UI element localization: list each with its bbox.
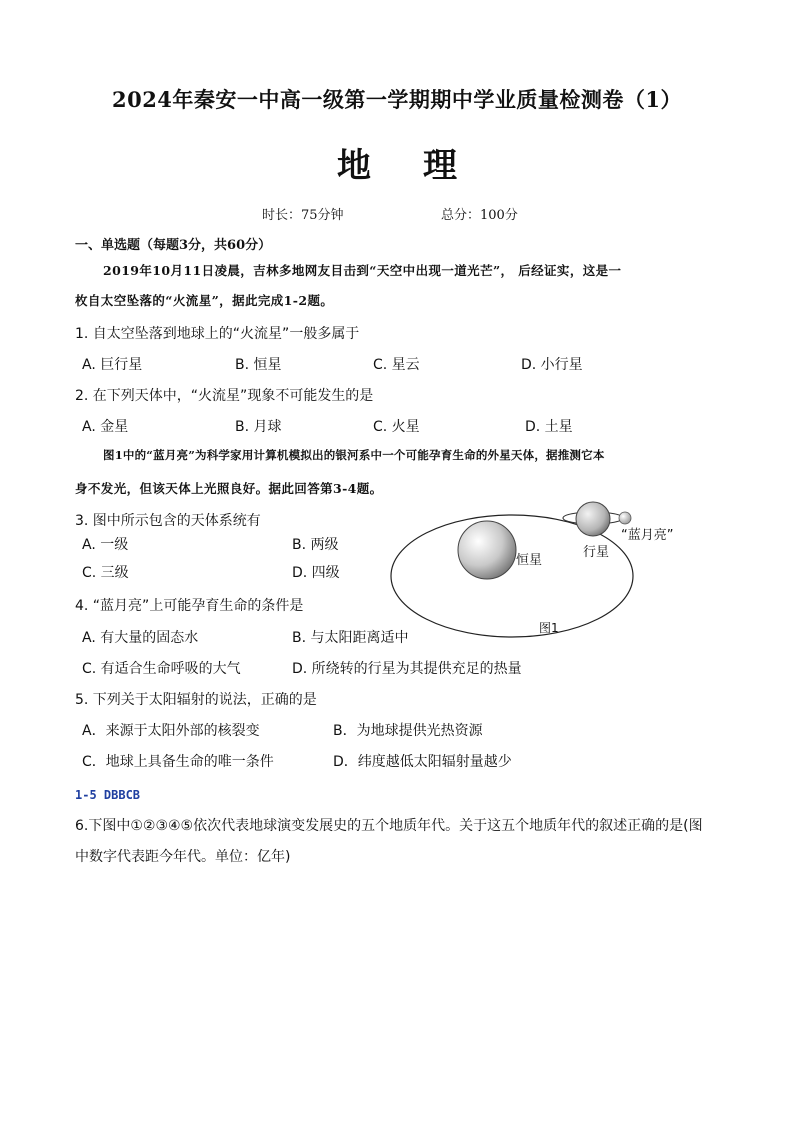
answer-key: 1-5 DBBCB bbox=[75, 788, 141, 802]
question-4-option-b[interactable]: B. 与太阳距离适中 bbox=[292, 630, 409, 646]
question-2-option-c[interactable]: C. 火星 bbox=[373, 419, 420, 435]
question-4-option-d[interactable]: D. 所绕转的行星为其提供充足的热量 bbox=[292, 661, 522, 677]
question-5-option-d[interactable]: D．纬度越低太阳辐射量越少 bbox=[333, 754, 512, 770]
question-1-option-d[interactable]: D. 小行星 bbox=[521, 357, 583, 373]
question-1-option-b[interactable]: B. 恒星 bbox=[235, 357, 282, 373]
star-label: 恒星 bbox=[516, 553, 543, 568]
question-2-option-a[interactable]: A. 金星 bbox=[82, 419, 129, 435]
passage2-line2: 身不发光，但该天体上光照良好。据此回答第3-4题。 bbox=[75, 481, 383, 496]
question-6-line1: 6.下图中①②③④⑤依次代表地球演变发展史的五个地质年代。关于这五个地质年代的叙述正确的是(图 bbox=[75, 818, 703, 834]
question-5-option-a[interactable]: A．来源于太阳外部的核裂变 bbox=[82, 723, 260, 739]
question-3-option-c[interactable]: C. 三级 bbox=[82, 565, 129, 581]
exam-title: 2024年秦安一中高一级第一学期期中学业质量检测卷（1） bbox=[111, 87, 683, 112]
question-4-option-a[interactable]: A. 有大量的固态水 bbox=[82, 630, 199, 646]
planet-label: 行星 bbox=[583, 545, 610, 560]
question-2-option-d[interactable]: D. 土星 bbox=[525, 419, 573, 435]
question-6-line2: 中数字代表距今年代。单位：亿年) bbox=[75, 849, 291, 865]
question-5-option-c[interactable]: C．地球上具备生命的唯一条件 bbox=[82, 754, 274, 770]
blue-moon-icon bbox=[619, 512, 631, 524]
total-score: 总分：100分 bbox=[441, 208, 518, 223]
question-3-option-a[interactable]: A. 一级 bbox=[82, 537, 129, 553]
question-3-option-b[interactable]: B. 两级 bbox=[292, 537, 339, 553]
blue-moon-label: “蓝月亮” bbox=[621, 528, 674, 543]
question-5-option-b[interactable]: B．为地球提供光热资源 bbox=[333, 723, 483, 739]
question-5-stem: 5. 下列关于太阳辐射的说法，正确的是 bbox=[75, 692, 317, 708]
passage2-line1: 图1中的“蓝月亮”为科学家用计算机模拟出的银河系中一个可能孕育生命的外星天体，据推测它本 bbox=[103, 448, 605, 462]
passage1-line2: 枚自太空坠落的“火流星”，据此完成1-2题。 bbox=[75, 293, 334, 308]
question-2-stem: 2. 在下列天体中，“火流星”现象不可能发生的是 bbox=[75, 388, 374, 404]
figure-1-caption: 图1 bbox=[539, 621, 559, 635]
subject-title: 地理 bbox=[337, 146, 509, 186]
figure-1-diagram bbox=[385, 498, 674, 643]
question-4-option-c[interactable]: C. 有适合生命呼吸的大气 bbox=[82, 661, 241, 677]
question-3-option-d[interactable]: D. 四级 bbox=[292, 565, 340, 581]
question-1-stem: 1. 自太空坠落到地球上的“火流星”一般多属于 bbox=[75, 326, 360, 342]
section-heading: 一、单选题（每题3分，共60分） bbox=[75, 238, 272, 253]
question-3-stem: 3. 图中所示包含的天体系统有 bbox=[75, 513, 261, 529]
question-4-stem: 4. “蓝月亮”上可能孕育生命的条件是 bbox=[75, 598, 304, 614]
question-2-option-b[interactable]: B. 月球 bbox=[235, 419, 282, 435]
passage1-line1: 2019年10月11日凌晨，吉林多地网友目击到“天空中出现一道光芒”， 后经证实，这是一 bbox=[103, 263, 622, 278]
question-1-option-a[interactable]: A. 巨行星 bbox=[82, 357, 143, 373]
planet-icon bbox=[576, 502, 610, 536]
duration: 时长：75分钟 bbox=[262, 208, 344, 223]
star-icon bbox=[458, 521, 516, 579]
question-1-option-c[interactable]: C. 星云 bbox=[373, 357, 420, 373]
